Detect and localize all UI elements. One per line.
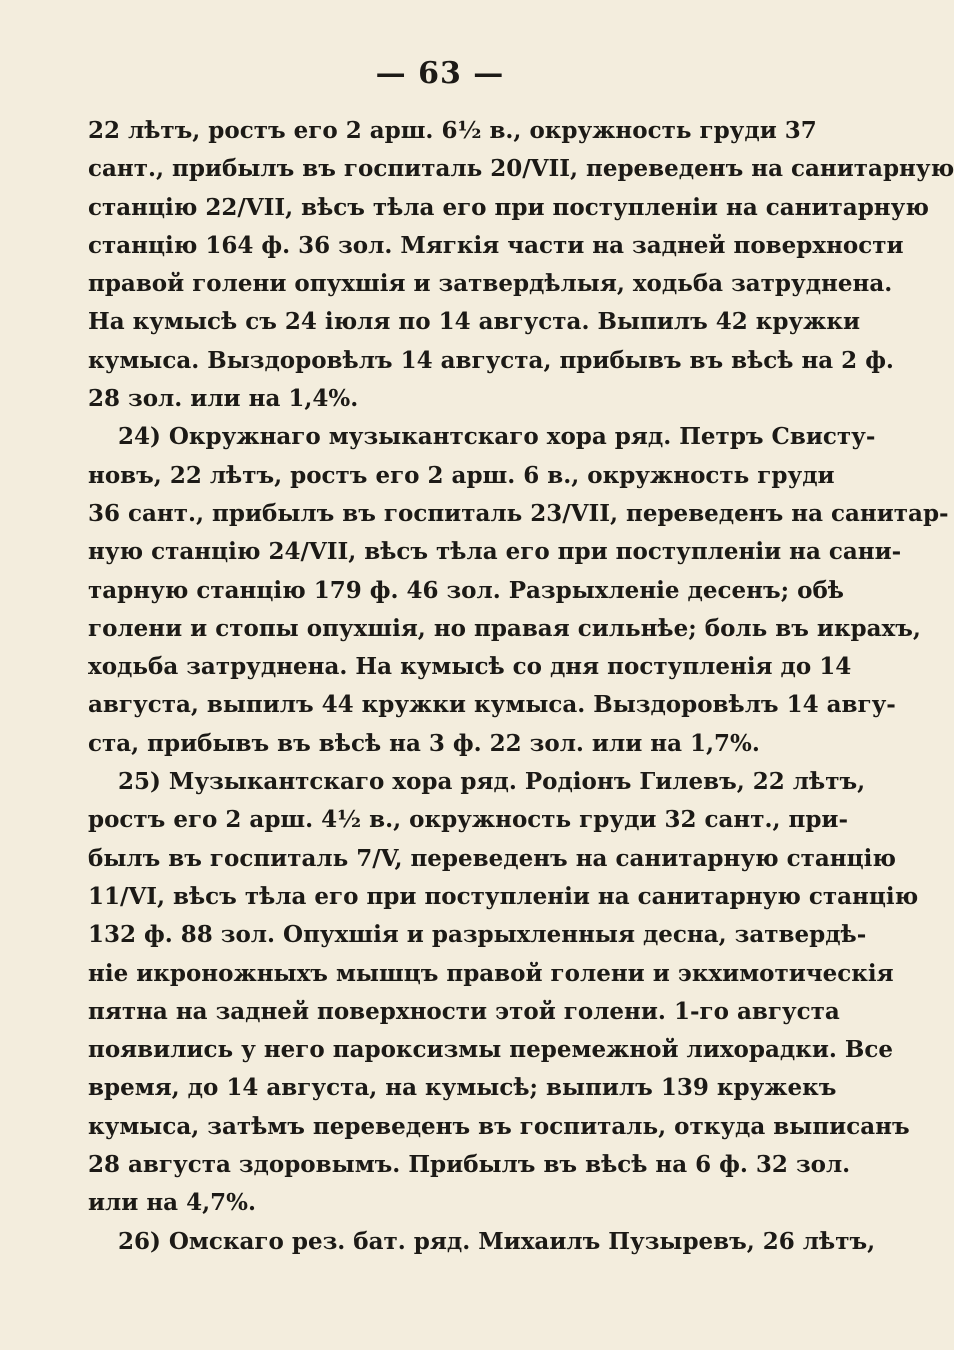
text-line: августа, выпилъ 44 кружки кумыса. Выздоровѣлъ 14 авгу-	[88, 691, 896, 719]
text-line: правой голени опухшія и затвердѣлыя, ходьба затруднена.	[88, 270, 893, 298]
text-line: ста, прибывъ въ вѣсѣ на 3 ф. 22 зол. или на 1,7%.	[88, 729, 760, 757]
text-line: 28 августа здоровымъ. Прибылъ въ вѣсѣ на 6 ф. 32 зол.	[88, 1151, 851, 1179]
text-line: 132 ф. 88 зол. Опухшія и разрыхленныя десна, затвердѣ-	[88, 921, 867, 949]
text-line: время, до 14 августа, на кумысѣ; выпилъ 139 кружекъ	[88, 1074, 837, 1102]
text-line: 26) Омскаго рез. бат. ряд. Михаилъ Пузыревъ, 26 лѣтъ,	[118, 1227, 876, 1255]
text-line: станцію 164 ф. 36 зол. Мягкія части на задней поверхности	[88, 231, 904, 259]
text-line: 25) Музыкантскаго хора ряд. Родіонъ Гилевъ, 22 лѣтъ,	[118, 768, 866, 796]
text-line: ніе икроножныхъ мышцъ правой голени и экхимотическія	[88, 959, 894, 987]
text-line: кумыса. Выздоровѣлъ 14 августа, прибывъ въ вѣсѣ на 2 ф.	[88, 346, 894, 374]
text-line: появились у него пароксизмы перемежной лихорадки. Все	[88, 1036, 893, 1064]
text-line: ростъ его 2 арш. 4½ в., окружность груди 32 сант., при-	[88, 806, 849, 834]
text-line: былъ въ госпиталь 7/V, переведенъ на санитарную станцію	[88, 844, 896, 872]
text-line: 11/VI, вѣсъ тѣла его при поступленіи на санитарную станцію	[88, 882, 919, 910]
text-line: тарную станцію 179 ф. 46 зол. Разрыхленіе десенъ; обѣ	[88, 576, 844, 604]
text-line: 22 лѣтъ, ростъ его 2 арш. 6½ в., окружность груди 37	[88, 117, 817, 144]
body-text	[88, 112, 954, 1261]
text-line: станцію 22/VII, вѣсъ тѣла его при поступленіи на санитарную	[88, 193, 929, 221]
text-line: или на 4,7%.	[88, 1189, 256, 1217]
text-line: пятна на задней поверхности этой голени. 1-го августа	[88, 997, 840, 1025]
text-line: 24) Окружнаго музыкантскаго хора ряд. Петръ Свисту-	[118, 423, 876, 451]
text-line: голени и стопы опухшія, но правая сильнѣе; боль въ икрахъ,	[88, 614, 921, 642]
text-line: ную станцію 24/VII, вѣсъ тѣла его при поступленіи на сани-	[88, 538, 902, 566]
text-line: сант., прибылъ въ госпиталь 20/VII, переведенъ на санитарную	[88, 155, 954, 183]
text-line: 36 сант., прибылъ въ госпиталь 23/VII, переведенъ на санитар-	[88, 499, 949, 527]
text-line: 28 зол. или на 1,4%.	[88, 385, 359, 413]
text-line: ходьба затруднена. На кумысѣ со дня поступленія до 14	[88, 653, 852, 681]
text-line: новъ, 22 лѣтъ, ростъ его 2 арш. 6 в., окружность груди	[88, 461, 835, 489]
text-line: На кумысѣ съ 24 іюля по 14 августа. Выпилъ 42 кружки	[88, 308, 861, 336]
text-line: кумыса, затѣмъ переведенъ въ госпиталь, откуда выписанъ	[88, 1112, 910, 1140]
page-number: — 63 —	[375, 56, 505, 91]
